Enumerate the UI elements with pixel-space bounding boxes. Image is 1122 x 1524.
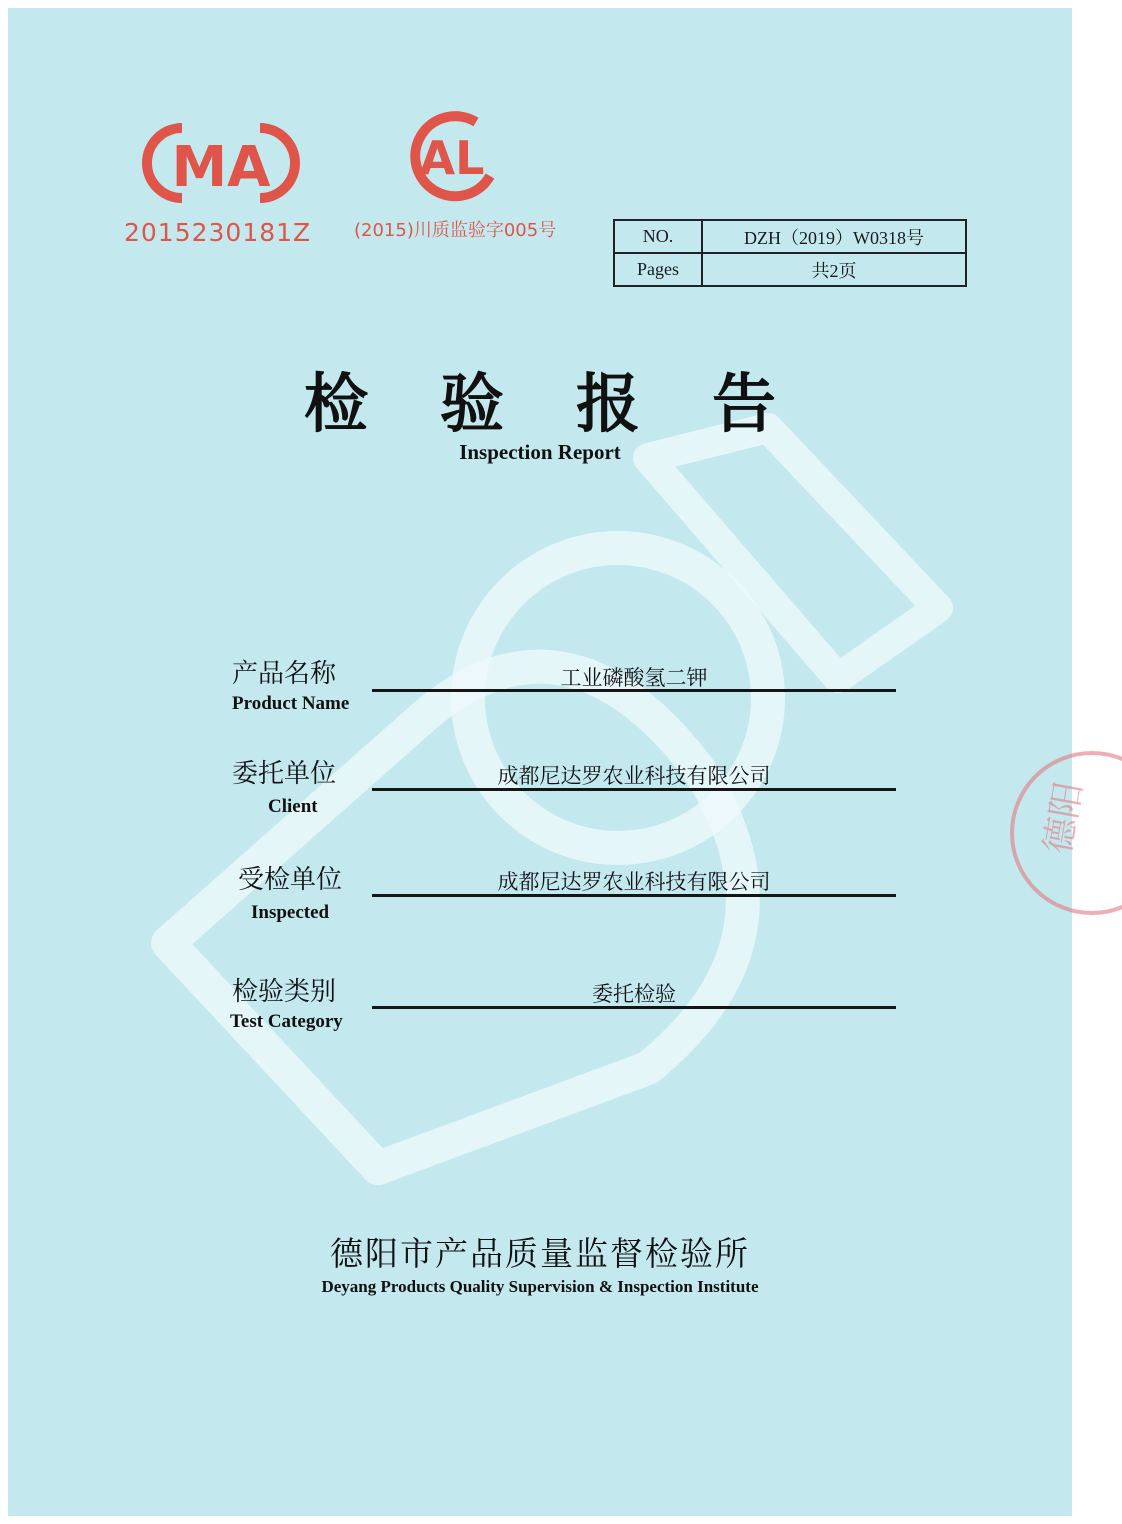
inspected-value: 成都尼达罗农业科技有限公司 <box>497 870 771 894</box>
report-no-value: DZH（2019）W0318号 <box>702 220 966 253</box>
pages-value: 共2页 <box>702 253 966 286</box>
report-title-en: Inspection Report <box>459 440 621 464</box>
test-category-label-en: Test Category <box>230 1011 343 1032</box>
cal-code: (2015)川质监验字005号 <box>354 220 557 241</box>
test-category-value: 委托检验 <box>592 982 676 1006</box>
cma-logo <box>146 120 296 206</box>
product-name-underline <box>372 689 896 692</box>
report-cover-page <box>8 8 1091 1516</box>
institute-name-cn: 德阳市产品质量监督检验所 <box>330 1234 750 1273</box>
svg-text:德阳: 德阳 <box>1037 778 1091 857</box>
inspected-label-cn: 受检单位 <box>238 865 343 895</box>
product-name-label-cn: 产品名称 <box>232 659 337 689</box>
inspected-underline <box>372 894 896 897</box>
product-name-value: 工业磷酸氢二钾 <box>560 666 708 690</box>
cal-logo <box>398 108 508 204</box>
cma-code: 2015230181Z <box>124 218 312 247</box>
pages-label: Pages <box>614 253 702 286</box>
inspected-label-en: Inspected <box>251 902 330 923</box>
client-label-en: Client <box>268 796 318 817</box>
institute-name-en: Deyang Products Quality Supervision & Inspection Institute <box>321 1277 759 1296</box>
test-category-underline <box>372 1006 896 1009</box>
svg-text:AL: AL <box>419 131 485 185</box>
report-title-cn: 检验报告 <box>304 367 848 442</box>
client-underline <box>372 788 896 791</box>
client-value: 成都尼达罗农业科技有限公司 <box>497 764 771 788</box>
test-category-label-cn: 检验类别 <box>232 977 337 1007</box>
svg-text:MA: MA <box>171 135 271 200</box>
client-label-cn: 委托单位 <box>232 759 337 789</box>
product-name-label-en: Product Name <box>232 693 350 714</box>
report-info-table <box>613 219 967 287</box>
partial-seal-stamp <box>1002 743 1122 923</box>
report-no-label: NO. <box>614 220 702 253</box>
